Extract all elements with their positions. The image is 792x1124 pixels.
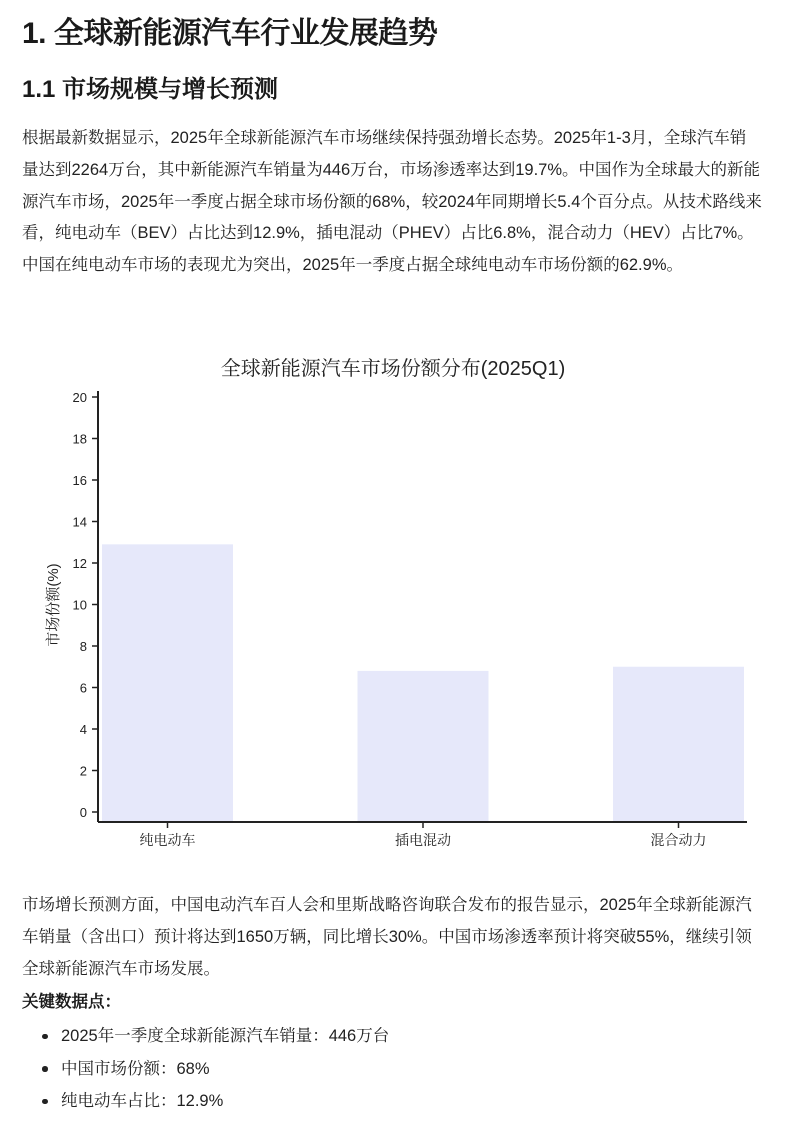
bar (613, 667, 744, 822)
y-tick-label: 14 (72, 514, 87, 530)
y-tick-label: 10 (72, 597, 87, 613)
bar (358, 671, 489, 822)
key-points-list (22, 1020, 389, 1118)
x-tick-label: 纯电动车 (139, 832, 196, 848)
key-points-title: 关键数据点： (22, 993, 121, 1011)
y-tick-label: 16 (72, 473, 87, 488)
y-tick-label: 0 (79, 805, 87, 820)
intro-paragraph: 根据最新数据显示，2025年全球新能源汽车市场继续保持强劲增长态势。2025年1-3月，全球汽车销量达到2264万台，其中新能源汽车销量为446万台，市场渗透率达到19.7%。中国作为全球最大的新能源汽车市场，2025年一季度占据全球市场份额的68%，较2024年同期增长5.4个百分点。从技术路线来看，纯电动车（BEV）占比达到12.9%，插电混动（PHEV）占比6.8%，混合动力（HEV）占比7%。中国在纯电动车市场的表现尤为突出，2025年一季度占据全球纯电动车市场份额的62.9%。 (22, 129, 762, 275)
list-item: 2025年一季度全球新能源汽车销量：446万台 (22, 1020, 389, 1053)
y-tick-label: 18 (72, 431, 87, 447)
y-tick-label: 12 (72, 556, 87, 571)
section-heading: 1. 全球新能源汽车行业发展趋势 (22, 17, 438, 50)
y-tick-label: 2 (79, 763, 87, 779)
list-item: 中国市场份额：68% (22, 1053, 389, 1086)
market-share-bar-chart (0, 340, 792, 860)
y-tick-label: 6 (79, 680, 87, 696)
list-item: 纯电动车占比：12.9% (22, 1085, 389, 1118)
y-axis-ticks (73, 390, 98, 820)
y-tick-label: 20 (72, 390, 87, 405)
bar (102, 544, 233, 822)
subsection-heading: 1.1 市场规模与增长预测 (22, 76, 279, 103)
x-tick-label: 插电混动 (395, 832, 451, 848)
forecast-paragraph: 市场增长预测方面，中国电动汽车百人会和里斯战略咨询联合发布的报告显示，2025年全球新能源汽车销量（含出口）预计将达到1650万辆，同比增长30%。中国市场渗透率预计将突破55%，继续引领全球新能源汽车市场发展。 (22, 896, 752, 978)
y-tick-label: 4 (79, 722, 87, 737)
x-axis-ticks (140, 822, 707, 848)
y-axis-label: 市场份额(%) (45, 563, 62, 647)
chart-title: 全球新能源汽车市场份额分布(2025Q1) (220, 358, 566, 380)
x-tick-label: 混合动力 (650, 832, 707, 848)
y-tick-label: 8 (79, 639, 87, 654)
bars-group (102, 544, 744, 822)
